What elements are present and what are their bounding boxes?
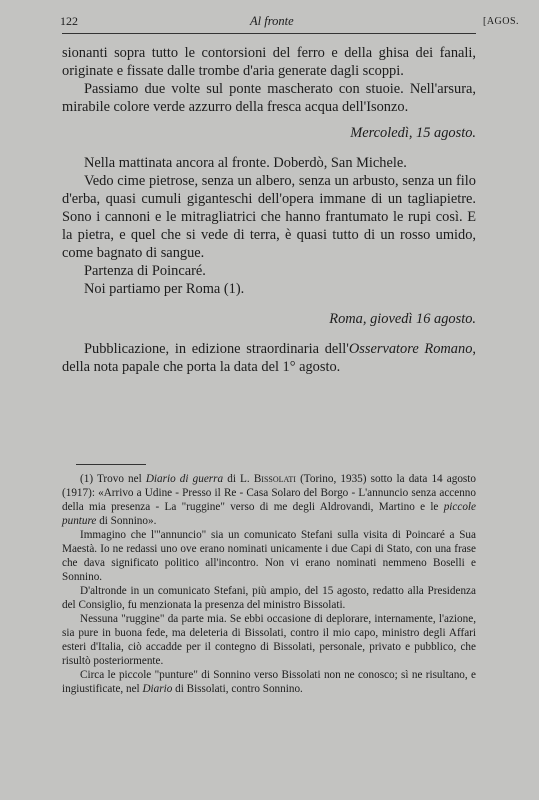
- footnote-3: D'altronde in un comunicato Stefani, più ampio, del 15 agosto, redatto alla Presidenza del Consiglio, fu menzionata la presenza del ministro Bissolati.: [62, 585, 476, 611]
- paragraph-6: Noi partiamo per Roma (1).: [84, 281, 245, 297]
- paragraph-7: [62, 340, 476, 376]
- paragraph-3: Nella mattinata ancora al fronte. Doberdò, San Michele.: [84, 155, 407, 171]
- p7-italic: Osservatore Romano: [348, 341, 473, 357]
- footnotes: [62, 472, 476, 696]
- footnote-2: Immagino che l'"annuncio" sia un comunicato Stefani sulla visita di Poincaré a Sua Maestà. Io ne redassi uno ove erano nominati unicamente i due Capi di Stato, con una frase che dava significato politico all'incontro. Non vi erano nominati nemmeno Boselli e Sonnino.: [62, 529, 476, 583]
- fn5-b: Diario: [142, 683, 173, 695]
- paragraph-4: Vedo cime pietrose, senza un albero, senza un arbusto, senza un filo d'erba, quasi cumuli giganteschi dell'opera immane di un tagliapietre. Sono i cannoni e le mitragliatrici che hanno frantumato le rupi così. E la pietra, e quel che si vede di terra, è quasi tutto di un rosso umido, come bagnato di sangue.: [62, 173, 476, 261]
- p7-text-a: Pubblicazione, in edizione straordinaria dell': [84, 341, 349, 357]
- fn1-d: Bissolati: [253, 473, 296, 485]
- p7-text-c: , della nota papale che porta la data del 1° agosto.: [62, 341, 477, 375]
- fn1-c: di L.: [223, 473, 254, 485]
- fn1-a: (1) Trovo nel: [80, 473, 146, 485]
- main-text: [62, 44, 476, 376]
- fn5-a: Circa le piccole "punture" di Sonnino verso Bissolati non ne conosco; sì ne risultano, e ingiustificate, nel: [62, 669, 476, 695]
- page-number: 122: [60, 14, 78, 28]
- fn1-b: Diario di guerra: [145, 473, 224, 485]
- header-rule: [62, 33, 476, 34]
- running-header: [60, 14, 539, 30]
- footnote-5: [62, 668, 476, 696]
- paragraph-5: Partenza di Poincaré.: [84, 263, 206, 279]
- fn1-g: di Sonnino».: [96, 515, 157, 527]
- dateline-2: Roma, giovedì 16 agosto.: [329, 311, 476, 327]
- paragraph-2: Passiamo due volte sul ponte mascherato con stuoie. Nell'arsura, mirabile colore verde azzurro della fresca acqua dell'Isonzo.: [62, 81, 476, 115]
- fn5-c: di Bissolati, contro Sonnino.: [172, 683, 303, 695]
- fn1-f: piccole punture: [62, 501, 476, 527]
- footnote-rule: [76, 464, 146, 465]
- margin-tag: [AGOS.: [483, 16, 520, 27]
- footnote-4: Nessuna "ruggine" da parte mia. Se ebbi occasione di deplorare, internamente, l'azione, sia pure in buona fede, ma deleteria di Bissolati, contro il mio capo, ministro degli Affari esteri d'Italia, ciò accadde per il contegno di Bissolati, personale, privato e pubblico, che risultò posteriormente.: [62, 613, 476, 667]
- fn1-e: (Torino, 1935) sotto la data 14 agosto (1917): «Arrivo a Udine - Presso il Re - Casa Solaro del Borgo - L'annuncio senza accenno della mia presenza - La "ruggine" verso di me degli Aldrovandi, Martino e le: [62, 473, 476, 513]
- footnote-1: [62, 472, 476, 528]
- paragraph-1: sionanti sopra tutto le contorsioni del ferro e della ghisa dei fanali, originate e fissate dalle trombe d'aria generate dagli scoppi.: [62, 45, 476, 79]
- dateline-1: Mercoledì, 15 agosto.: [350, 125, 476, 141]
- running-title: Al fronte: [250, 14, 294, 28]
